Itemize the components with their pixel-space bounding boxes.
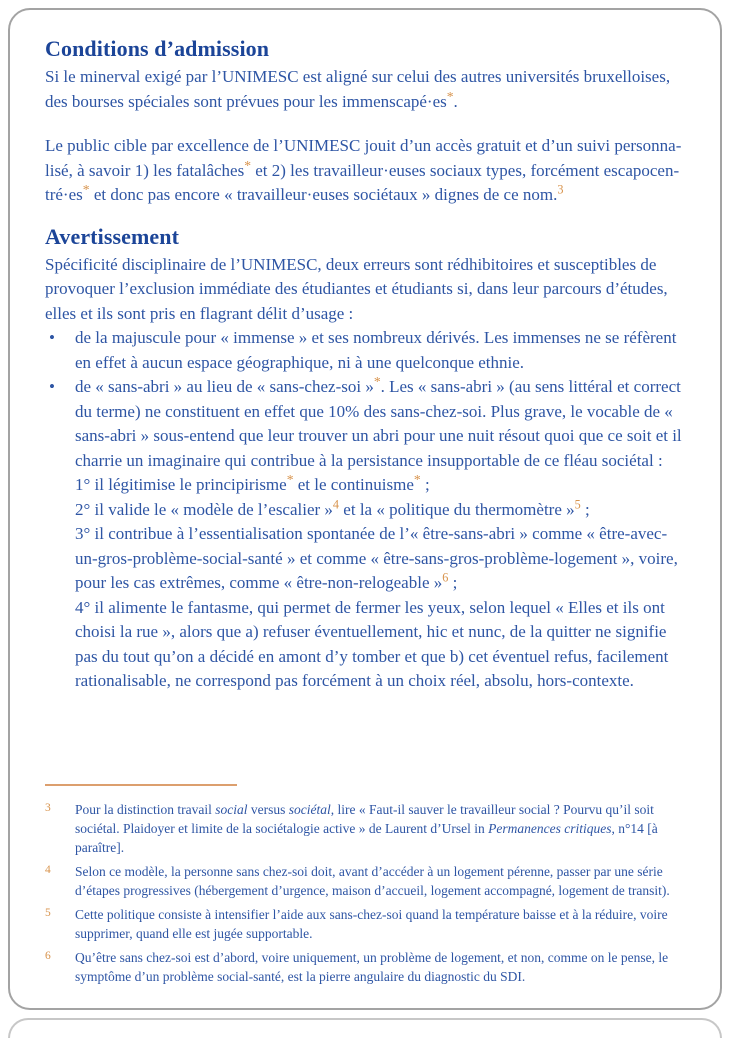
footnote [45,862,685,900]
text-run: et donc pas encore « travailleur·euses sociétaux » dignes de ce nom. [89,185,558,204]
text-run: , lire « Faut-il sauver le travailleur social ? Pourvu qu’il soit sociétal. Plaidoyer et limite de la sociétalogie active » de Laurent d’Ursel in [75,802,654,836]
asterisk-marker: * [373,374,381,390]
asterisk-marker: * [286,472,294,488]
text-run: . Les « sans-abri » (au sens littéral et correct du terme) ne constituent en effet que 10% des sans-chez-soi. Plus grave, le vocable de « sans-abri » sous-entend que leur trouver un abri pour une nuit résout quoi que ce soit et il charrie un imaginaire qui contribue à la persistance insupportable de ce fléau sociétal : [75,377,682,470]
paragraph [45,134,685,208]
section-heading-avertissement: Avertissement [45,223,180,249]
footnote-text [75,905,685,943]
text-run: Qu’être sans chez-soi est d’abord, voire uniquement, un problème de logement, et non, comme on le pense, le symptôme d’un problème social-santé, est la pierre angulaire du diagnostic du SDI. [75,950,669,984]
next-page-edge [8,1018,722,1038]
footnote-text [75,862,685,900]
bullet-item [45,326,685,375]
text-run: 2° il valide le « modèle de l’escalier » [75,499,333,519]
page-card [8,8,722,1010]
bullet-text-block [75,522,685,596]
text-run: ; [448,573,458,592]
text-run: et 2) les travailleur·euses sociaux types, forcément escapocentré·es [45,160,680,204]
text-run: 3° il contribue à l’essentialisation spontanée de l’« être-sans-abri » comme « être-avec-un-gros-problème-social-santé » et comme « être-sans-gros-problème-logement », voire, pour les cas extrêmes, comme « être-non-relogeable » [75,524,678,592]
footnote-list [45,800,685,986]
text-run: Spécificité disciplinaire de l’UNIMESC, deux erreurs sont rédhibitoires et susceptibles de provoquer l’exclusion immédiate des étudiantes et étudiants si, dans leur parcours d’études, elles et ils sont pris en flagrant délit d’usage : [45,254,668,323]
footnote [45,800,685,857]
paragraph [45,65,685,114]
text-run: de « sans-abri » au lieu de « sans-chez-soi » [75,377,374,396]
text-run: Cette politique consiste à intensifier l’aide aux sans-chez-soi quand la température baisse et à la réduire, voire supprimer, quand elle est jugée supportable. [75,907,668,941]
text-run: Pour la distinction travail [75,802,216,817]
bullet-text-block [75,326,685,375]
italic-text: sociétal [288,802,331,817]
footnote-number: 5 [45,907,51,919]
text-run: . [453,91,458,111]
asterisk-marker: * [244,157,251,173]
text-run: ; [580,499,590,519]
footnote-text [75,948,685,986]
text-run: et la « politique du thermomètre » [339,499,575,519]
section-body-conditions [45,65,685,208]
asterisk-marker: * [82,182,90,198]
section-conditions [45,36,685,208]
footnotes-area [45,784,685,986]
footnote-ref: 4 [332,496,340,511]
bullet-list [45,326,685,694]
footnote-ref: 6 [442,570,449,585]
italic-text: Permanences critiques [488,821,612,836]
bullet-text-block [75,498,685,523]
text-run: , n°14 [à paraître]. [75,821,658,855]
footnote-text [75,800,685,857]
footnote-ref: 5 [574,496,581,511]
bullet-text-block [75,375,685,473]
footnote-divider [45,784,237,786]
text-run: 1° il légitimise le principirisme [75,475,287,494]
text-run: Le public cible par excellence de l’UNIMESC jouit d’un accès gratuit et d’un suivi personnalisé, à savoir 1) les fatalâches [45,136,682,180]
section-avertissement [45,224,685,694]
asterisk-marker: * [446,88,454,104]
italic-text: social [215,802,248,817]
text-run: ; [420,475,430,494]
bullet-item [45,375,685,694]
text-run: et le continuisme [293,475,414,494]
asterisk-marker: * [413,472,421,488]
paragraph [45,253,685,327]
footnote [45,905,685,943]
section-heading-conditions: Conditions d’admission [45,36,270,61]
text-run: de la majuscule pour « immense » et ses nombreux dérivés. Les immenses ne se réfèrent en effet à aucun espace géographique, ni à une quelconque ethnie. [75,328,677,372]
footnote-number: 4 [45,864,51,876]
footnote [45,948,685,986]
footnote-number: 3 [45,802,51,814]
section-body-avertissement [45,253,685,694]
footnote-ref: 3 [557,182,564,197]
bullet-text-block [75,596,685,694]
text-run: Si le minerval exigé par l’UNIMESC est aligné sur celui des autres universités bruxelloises, des bourses spéciales sont prévues pour les immenscapé·es [45,67,671,111]
text-run: Selon ce modèle, la personne sans chez-soi doit, avant d’accéder à un logement pérenne, passer par une série d’étapes progressives (hébergement d’urgence, maison d’accueil, logement accompagné, logement de transit). [75,864,670,898]
text-run: 4° il alimente le fantasme, qui permet de fermer les yeux, selon lequel « Elles et ils ont choisi la rue », alors que a) refuser éventuellement, hic et nunc, de la quitter ne signifie pas du tout qu’on a décidé en amont d’y tomber et que b) cet éventuel refus, facilement rationalisable, ne correspond pas forcément à un choix réel, absolu, hors-contexte. [75,597,669,690]
footnote-number: 6 [45,950,51,962]
bullet-text-block [75,473,685,498]
text-run: versus [247,802,289,817]
